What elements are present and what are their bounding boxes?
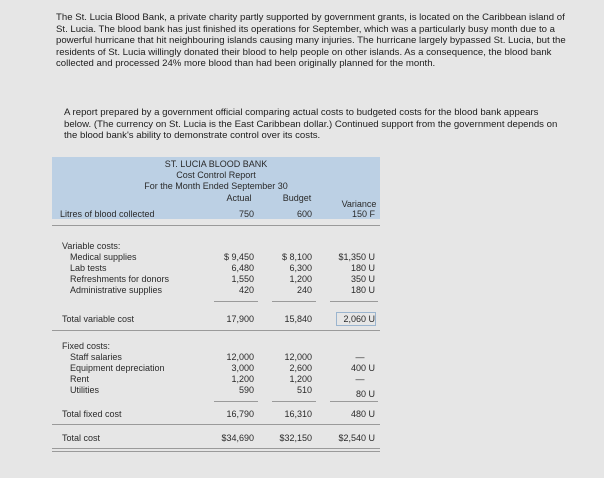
litres-actual: 750 [238,209,254,219]
row-actual: $ 9,450 [223,252,254,262]
variable-costs-heading: Variable costs: [62,241,121,251]
report-period: For the Month Ended September 30 [144,181,288,191]
row-actual: 1,550 [231,274,254,284]
report-subtitle: Cost Control Report [176,170,256,180]
row-budget: 240 [296,285,312,295]
row-variance: 400 U [350,363,375,373]
separator [52,330,380,331]
litres-budget: 600 [296,209,312,219]
row-actual: 590 [238,385,254,395]
intro-paragraph: The St. Lucia Blood Bank, a private charity partly supported by government grants, is located on the Caribbean island of St. Lucia. The blood bank has just finished its operations for September, which was a particularly busy month due to a powerful hurricane that hit neighbouring islands causing many injuries. The hurricane largely bypassed St. Lucia, but the residents of St. Lucia willingly donated their blood to help people on other islands. As a consequence, the blood bank collected and processed 24% more blood than had been originally planned for the month. [56,12,566,70]
row-label: Equipment depreciation [70,363,165,373]
subtotal-rule [330,401,378,402]
row-variance: 180 U [350,263,375,273]
total-fixed-variance: 480 U [350,409,375,419]
total-variable-budget: 15,840 [284,314,312,324]
row-variance: 80 U [355,389,375,399]
row-label: Lab tests [70,263,107,273]
row-actual: 3,000 [231,363,254,373]
double-rule [52,448,380,449]
report-title: ST. LUCIA BLOOD BANK [164,159,268,169]
row-variance: — [355,374,365,384]
row-variance: — [355,352,365,362]
row-actual: 420 [238,285,254,295]
row-variance: 180 U [350,285,375,295]
total-fixed-label: Total fixed cost [62,409,122,419]
col-header-actual: Actual [226,193,252,203]
row-actual: 1,200 [231,374,254,384]
subtotal-rule [214,301,258,302]
total-cost-budget: $32,150 [279,433,312,443]
litres-label: Litres of blood collected [60,209,155,219]
row-label: Administrative supplies [70,285,163,295]
col-header-variance: Variance [341,199,377,209]
row-budget: $ 8,100 [281,252,312,262]
report-intro-paragraph: A report prepared by a government official comparing actual costs to budgeted costs for the blood bank appears below. (The currency on St. Lucia is the East Caribbean dollar.) Continued support from the government depends on the blood bank's ability to demonstrate control over its costs. [64,107,558,142]
row-budget: 2,600 [289,363,312,373]
total-fixed-actual: 16,790 [226,409,254,419]
row-budget: 510 [296,385,312,395]
row-label: Staff salaries [70,352,122,362]
row-label: Refreshments for donors [70,274,170,284]
separator [52,225,380,226]
subtotal-rule [330,301,378,302]
row-budget: 12,000 [284,352,312,362]
row-budget: 1,200 [289,374,312,384]
subtotal-rule [272,401,316,402]
row-budget: 1,200 [289,274,312,284]
row-label: Utilities [70,385,100,395]
separator [52,424,380,425]
row-variance: $1,350 U [338,252,375,262]
total-cost-label: Total cost [62,433,101,443]
litres-variance: 150 F [351,209,375,219]
row-label: Rent [70,374,90,384]
row-budget: 6,300 [289,263,312,273]
row-actual: 12,000 [226,352,254,362]
subtotal-rule [272,301,316,302]
row-label: Medical supplies [70,252,137,262]
row-variance: 350 U [350,274,375,284]
fixed-costs-heading: Fixed costs: [62,341,111,351]
total-variable-variance: 2,060 U [343,314,375,324]
total-cost-actual: $34,690 [221,433,254,443]
col-header-budget: Budget [282,193,312,203]
total-variable-label: Total variable cost [62,314,135,324]
total-cost-variance: $2,540 U [338,433,375,443]
row-actual: 6,480 [231,263,254,273]
total-variable-actual: 17,900 [226,314,254,324]
subtotal-rule [214,401,258,402]
total-fixed-budget: 16,310 [284,409,312,419]
double-rule [52,451,380,452]
